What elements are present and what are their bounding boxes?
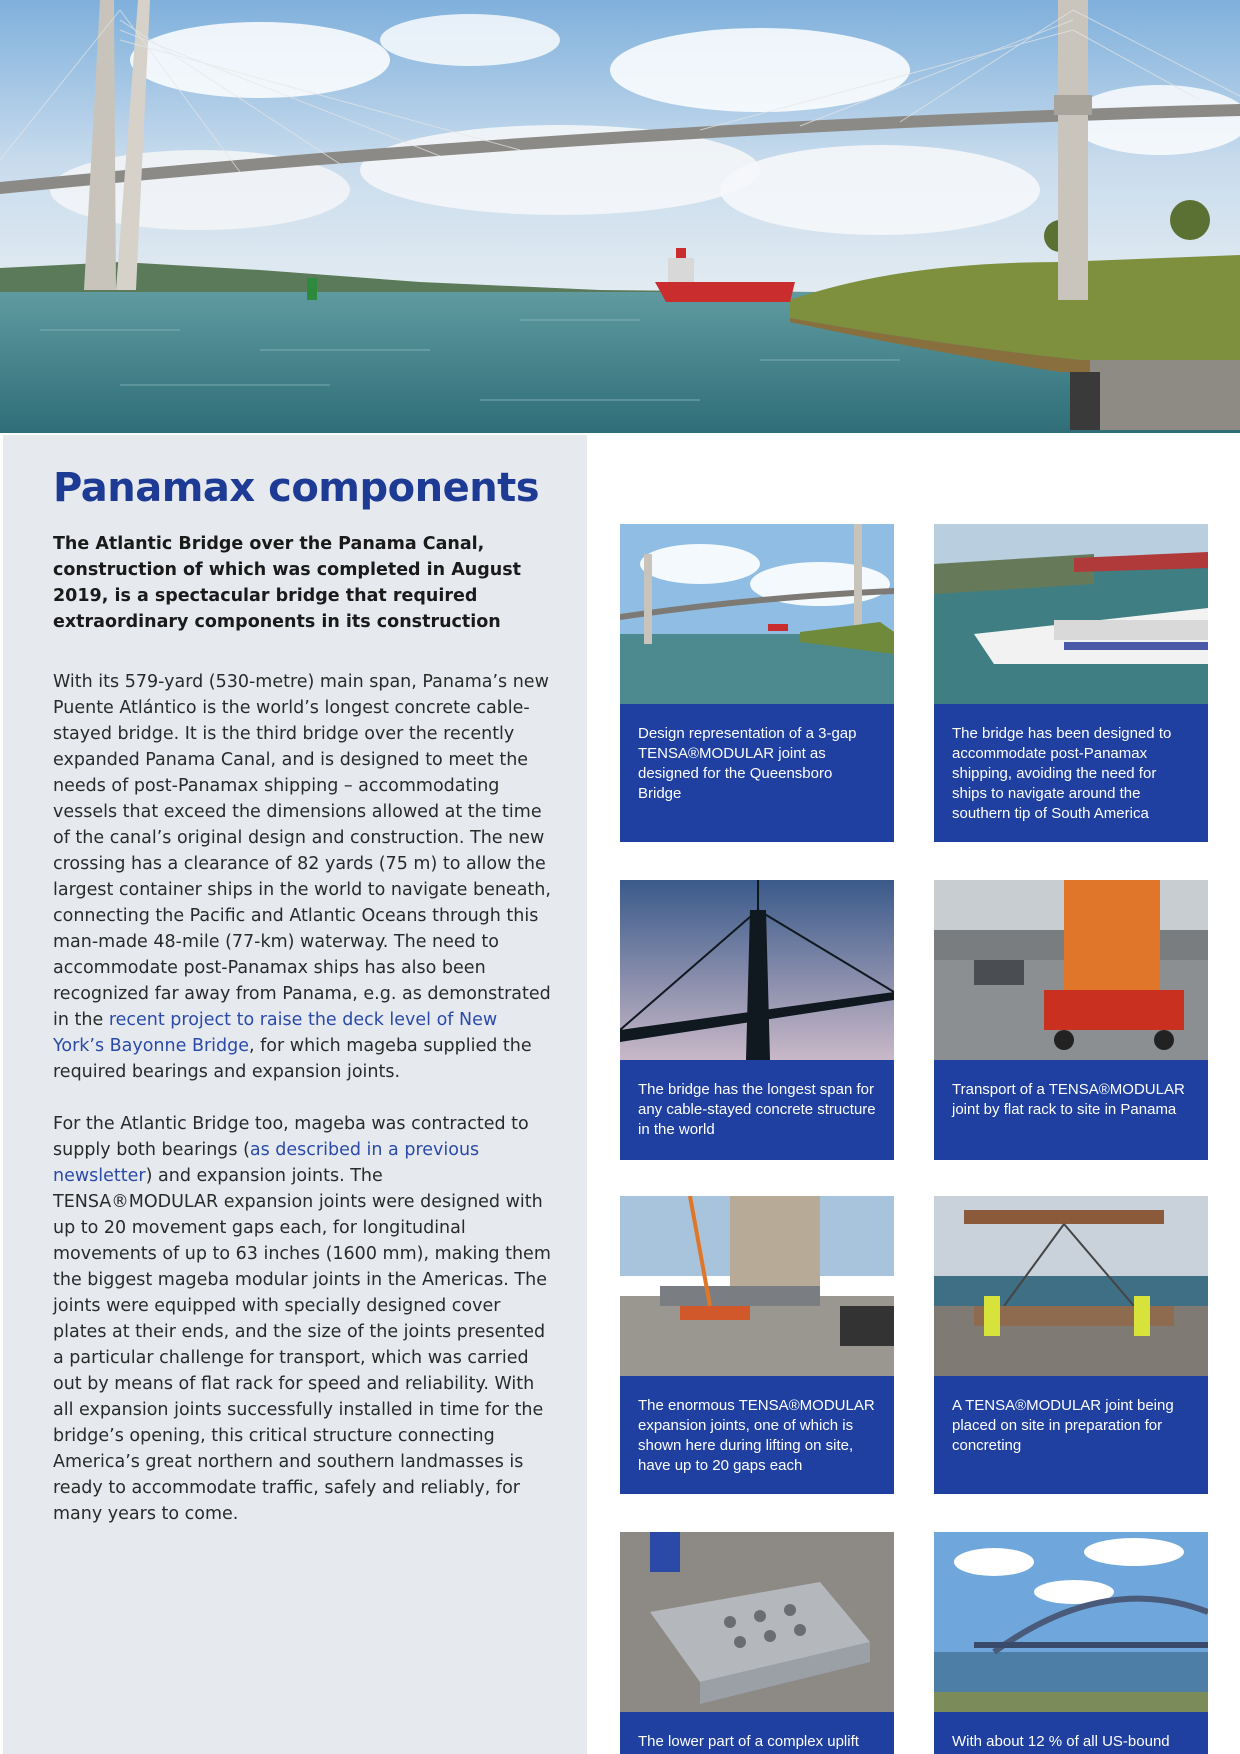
gallery-card-5 xyxy=(620,1196,894,1494)
previous-newsletter-link[interactable]: as described in a previous newsletter xyxy=(53,1140,480,1186)
paragraph-2-text-end: ) and expansion joints. The TENSA®MODULAR expansion joints were designed with up to 20 movement gaps each, for longitudinal movements of up to 63 inches (1600 mm), making them the biggest mageba modular joints in the Americas. The joints were equipped with specially designed cover plates at their ends, and the size of the joints presented a particular challenge for transport, which was carried out by means of flat rack for speed and reliability. With all expansion joints successfully installed in time for the bridge’s opening, this critical structure connecting America’s great northern and southern landmasses is ready to accommodate traffic, safely and reliably, for many years to come. xyxy=(53,1166,551,1524)
gallery-card-3 xyxy=(620,880,894,1160)
pylon-silhouette-photo xyxy=(620,880,894,1060)
article-lead: The Atlantic Bridge over the Panama Canal, construction of which was completed in August 2019, is a spectacular bridge that required extraordinary components in its construction xyxy=(53,534,521,632)
hero-bridge-ship-image xyxy=(0,0,1240,433)
uplift-bearing-photo xyxy=(620,1532,894,1712)
bayonne-bridge-photo xyxy=(934,1532,1208,1712)
gallery-caption-8: With about 12 % of all US-bound xyxy=(934,1712,1208,1754)
gallery-caption-1: Design representation of a 3-gap TENSA®MODULAR joint as designed for the Queensboro Bridge xyxy=(620,704,894,842)
article-title: Panamax components xyxy=(53,465,540,511)
gallery-caption-3: The bridge has the longest span for any cable-stayed concrete structure in the world xyxy=(620,1060,894,1160)
article-paragraph-2 xyxy=(53,1111,553,1527)
joint-lifting-on-site-photo xyxy=(620,1196,894,1376)
gallery-caption-2: The bridge has been designed to accommodate post-Panamax shipping, avoiding the need for ships to navigate around the southern tip of South America xyxy=(934,704,1208,842)
gallery-caption-4: Transport of a TENSA®MODULAR joint by flat rack to site in Panama xyxy=(934,1060,1208,1160)
gallery-caption-6: A TENSA®MODULAR joint being placed on site in preparation for concreting xyxy=(934,1376,1208,1494)
joint-placement-photo xyxy=(934,1196,1208,1376)
gallery-card-2 xyxy=(934,524,1208,842)
gallery-caption-7: The lower part of a complex uplift xyxy=(620,1712,894,1754)
flat-rack-transport-photo xyxy=(934,880,1208,1060)
gallery-card-6 xyxy=(934,1196,1208,1494)
paragraph-2-text-start: For the Atlantic Bridge too, mageba was contracted to supply both bearings ( xyxy=(53,1114,529,1160)
article-body xyxy=(53,669,553,1553)
paragraph-1-text-end: , for which mageba supplied the required bearings and expansion joints. xyxy=(53,1036,532,1082)
gallery-card-1 xyxy=(620,524,894,842)
cruise-ship-under-bridge-photo xyxy=(934,524,1208,704)
paragraph-1-text-start: With its 579-yard (530-metre) main span, Panama’s new Puente Atlántico is the world’s longest concrete cable-stayed bridge. It is the third bridge over the recently expanded Panama Canal, and is designed to meet the needs of post-Panamax shipping – accommodating vessels that exceed the dimensions allowed at the time of the canal’s original design and construction. The new crossing has a clearance of 82 yards (75 m) to allow the largest container ships in the world to navigate beneath, connecting the Pacific and Atlantic Oceans through this man-made 48-mile (77-km) waterway. The need to accommodate post-Panamax ships has also been recognized far away from Panama, e.g. as demonstrated in the xyxy=(53,672,551,1030)
gallery-card-8 xyxy=(934,1532,1208,1754)
gallery-caption-5: The enormous TENSA®MODULAR expansion joints, one of which is shown here during lifting on site, have up to 20 gaps each xyxy=(620,1376,894,1494)
bridge-overview-photo xyxy=(620,524,894,704)
hero-photo xyxy=(0,0,1240,433)
article-column xyxy=(3,435,587,1754)
gallery-card-7 xyxy=(620,1532,894,1754)
bayonne-bridge-project-link[interactable]: recent project to raise the deck level of New York’s Bayonne Bridge xyxy=(53,1010,498,1056)
article-paragraph-1 xyxy=(53,669,553,1085)
gallery-card-4 xyxy=(934,880,1208,1160)
